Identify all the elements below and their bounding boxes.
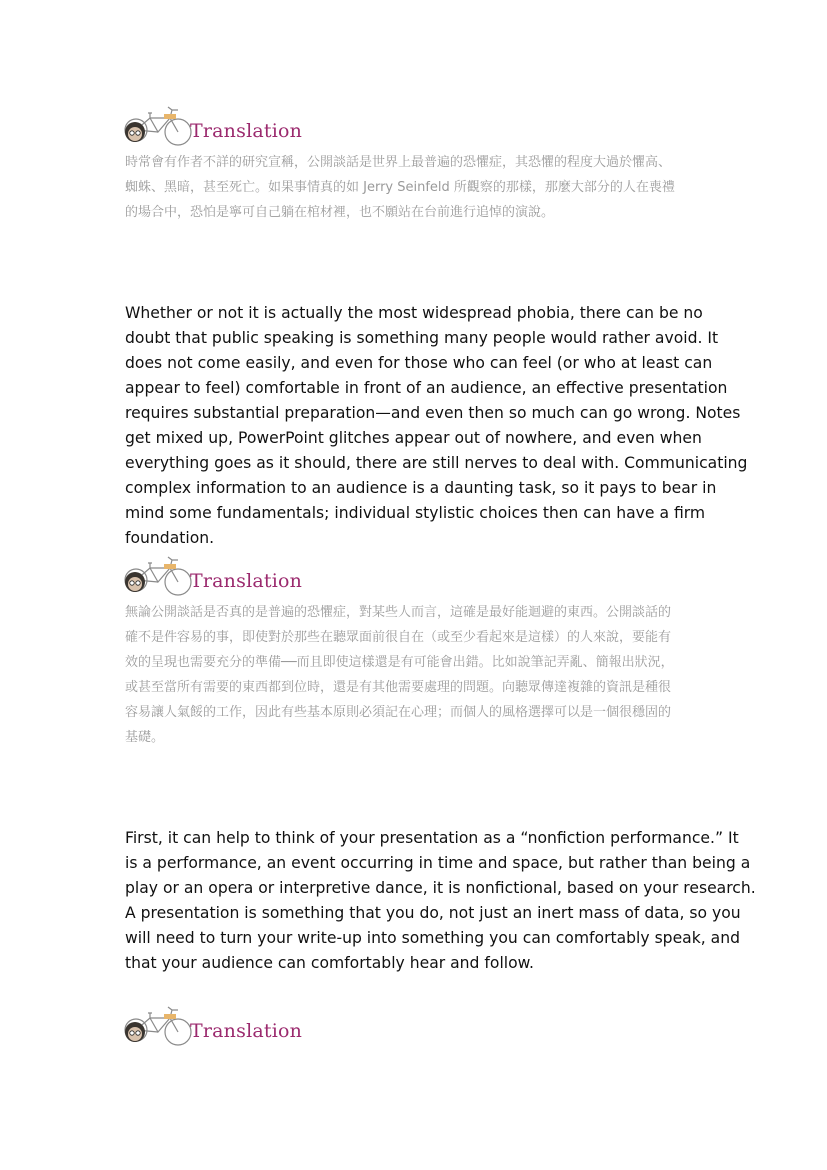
text-line: 基礎。	[125, 730, 165, 745]
text-line: appear to feel) comfortable in front of an audience, an effective presentation	[125, 379, 728, 397]
text-line: First, it can help to think of your presentation as a “nonfiction performance.” It	[125, 829, 739, 847]
text-line: does not come easily, and even for those who can feel (or who at least can	[125, 354, 713, 372]
text-line: A presentation is something that you do, not just an inert mass of data, so you	[125, 904, 741, 922]
translation-badge	[124, 1000, 303, 1048]
paragraph-2	[125, 826, 756, 976]
text-line: will need to turn your write-up into something you can comfortably speak, and	[125, 929, 741, 947]
text-line: 的場合中，恐怕是寧可自己躺在棺材裡，也不願站在台前進行追悼的演說。	[125, 205, 555, 220]
text-line: doubt that public speaking is something many people would rather avoid. It	[125, 329, 719, 347]
text-line: 效的呈現也需要充分的準備──而且即使這樣還是有可能會出錯。比如說筆記弄亂、簡報出狀況，	[125, 655, 674, 670]
paragraph-1	[125, 301, 748, 551]
text-line: mind some fundamentals; individual stylistic choices then can have a firm	[125, 504, 706, 522]
text-line: everything goes as it should, there are still nerves to deal with. Communicating	[125, 454, 748, 472]
avatar-icon	[125, 572, 145, 592]
badge-label: Translation	[190, 1020, 303, 1042]
text-line: is a performance, an event occurring in time and space, but rather than being a	[125, 854, 751, 872]
text-line: foundation.	[125, 529, 215, 547]
bicycle-icon	[124, 1000, 194, 1048]
badge-label: Translation	[190, 570, 303, 592]
text-line: requires substantial preparation—and even then so much can go wrong. Notes	[125, 404, 741, 422]
avatar-icon	[125, 1022, 145, 1042]
translation-badge	[124, 100, 303, 148]
translation-badge	[124, 550, 303, 598]
text-line: that your audience can comfortably hear and follow.	[125, 954, 534, 972]
bicycle-icon	[124, 100, 194, 148]
text-line: get mixed up, PowerPoint glitches appear out of nowhere, and even when	[125, 429, 702, 447]
text-line: Whether or not it is actually the most widespread phobia, there can be no	[125, 304, 703, 322]
text-line: 無論公開談話是否真的是普遍的恐懼症，對某些人而言，這確是最好能迴避的東西。公開談話的	[125, 605, 672, 620]
translation-block-1	[125, 150, 710, 225]
text-line: complex information to an audience is a daunting task, so it pays to bear in	[125, 479, 717, 497]
bicycle-icon	[124, 550, 194, 598]
translation-block-2	[125, 600, 710, 750]
avatar-icon	[125, 122, 145, 142]
text-line: 時常會有作者不詳的研究宣稱，公開談話是世界上最普遍的恐懼症，其恐懼的程度大過於懼高、	[125, 155, 672, 170]
text-line: 或甚至當所有需要的東西都到位時，還是有其他需要處理的問題。向聽眾傳達複雜的資訊是種很	[125, 680, 672, 695]
text-line: play or an opera or interpretive dance, it is nonfictional, based on your research.	[125, 879, 756, 897]
text-line: 蜘蛛、黑暗，甚至死亡。如果事情真的如 Jerry Seinfeld 所觀察的那樣，那麼大部分的人在喪禮	[125, 180, 675, 195]
text-line: 確不是件容易的事，即使對於那些在聽眾面前很自在（或至少看起來是這樣）的人來說，要能有	[125, 630, 672, 645]
text-line: 容易讓人氣餒的工作，因此有些基本原則必須記在心理；而個人的風格選擇可以是一個很穩固的	[125, 705, 672, 720]
badge-label: Translation	[190, 120, 303, 142]
